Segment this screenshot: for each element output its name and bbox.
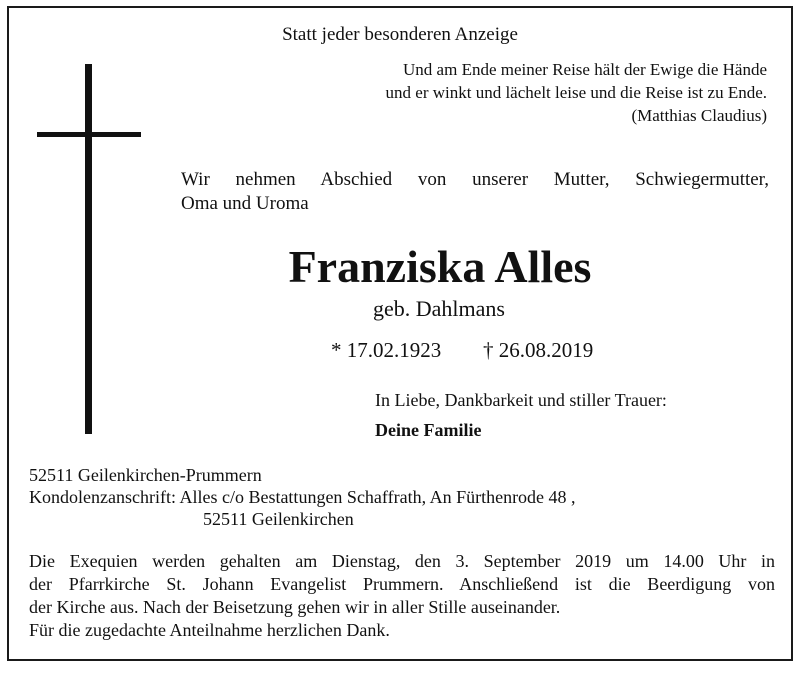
intro-line-2: Oma und Uroma <box>181 193 309 214</box>
birth-name: geb. Dahlmans <box>373 296 505 321</box>
header-text: Statt jeder besonderen Anzeige <box>282 24 518 45</box>
condolence-address-line: Kondolenzanschrift: Alles c/o Bestattungen Schaffrath, An Fürthenrode 48 , <box>29 487 576 507</box>
notice-line-1: Die Exequien werden gehalten am Dienstag, den 3. September 2019 um 14.00 Uhr in <box>29 551 775 571</box>
intro-line-1: Wir nehmen Abschied von unserer Mutter, Schwiegermutter, <box>181 169 769 190</box>
notice-line-4: Für die zugedachte Anteilnahme herzlichen Dank. <box>29 620 390 640</box>
death-date: † 26.08.2019 <box>483 338 594 362</box>
address-line-3: 52511 Geilenkirchen <box>203 509 354 529</box>
family-signature: Deine Familie <box>375 420 482 440</box>
quote-line-1: Und am Ende meiner Reise hält der Ewige die Hände <box>403 60 767 79</box>
deceased-name: Franziska Alles <box>288 241 592 292</box>
farewell-intro <box>181 168 769 216</box>
address-block <box>29 464 576 530</box>
funeral-notice <box>29 550 775 642</box>
quote-line-2: und er winkt und lächelt leise und die Reise ist zu Ende. <box>385 83 767 102</box>
quote-author: (Matthias Claudius) <box>631 106 767 125</box>
obituary-notice <box>7 6 793 661</box>
notice-line-2: der Pfarrkirche St. Johann Evangelist Prummern. Anschließend ist die Beerdigung von <box>29 574 775 594</box>
address-line-1: 52511 Geilenkirchen-Prummern <box>29 465 262 485</box>
birth-date: * 17.02.1923 <box>331 338 442 362</box>
poem-quote <box>386 58 767 127</box>
notice-line-3: der Kirche aus. Nach der Beisetzung gehen wir in aller Stille auseinander. <box>29 597 561 617</box>
cross-horizontal-bar <box>37 132 141 137</box>
grief-line: In Liebe, Dankbarkeit und stiller Trauer: <box>375 390 667 410</box>
